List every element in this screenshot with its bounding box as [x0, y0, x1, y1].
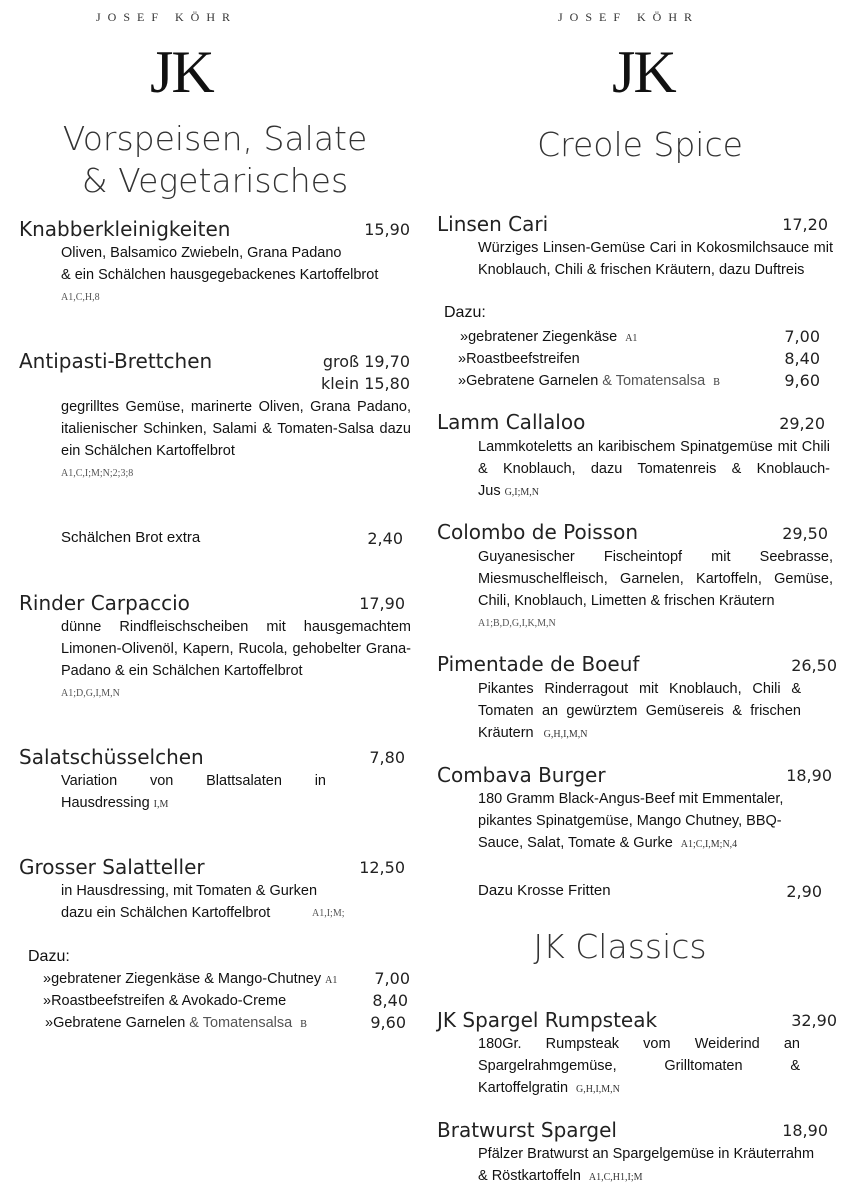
dish-title: Bratwurst Spargel	[437, 1118, 617, 1142]
allergen-codes: A1	[325, 975, 338, 986]
dish-title: Rinder Carpaccio	[19, 591, 190, 615]
section-title-line-2: & Vegetarisches	[81, 161, 349, 200]
topping-item	[458, 370, 720, 394]
dish-description: dünne Rindfleischscheiben mit hausgemachtem Limonen-Olivenöl, Kapern, Rucola, gehobelter Grana-Padano & ein Schälchen Kartoffelbrot	[61, 619, 411, 679]
dazu-label: Dazu:	[28, 948, 70, 965]
dish-description	[61, 242, 411, 286]
dish-price: 17,90	[359, 594, 405, 613]
topping-item	[43, 968, 337, 992]
dish-description-line: Variation von Blattsalaten in	[61, 773, 326, 789]
dish-description-line	[61, 902, 270, 924]
topping-item	[45, 1012, 307, 1036]
dazu-label: Dazu:	[444, 304, 486, 321]
section-title-vorspeisen	[40, 118, 390, 202]
topping-item	[43, 990, 286, 1012]
allergen-codes: G,I;M,N	[504, 487, 540, 498]
topping-price: 8,40	[784, 349, 820, 368]
allergen-codes: G,H,I,M,N	[543, 729, 588, 740]
topping-price: 7,00	[374, 969, 410, 988]
topping-text: »gebratener Ziegenkäse & Mango-Chutney	[43, 971, 322, 987]
allergen-codes: A1,C,H,8	[61, 292, 100, 303]
topping-text: »Gebratene Garnelen	[458, 373, 599, 389]
dish-description-text: Lammkoteletts an karibischem Spinatgemüse mit Chili & Knoblauch, dazu Tomatenreis & Knoblauch-Jus	[478, 439, 830, 499]
dish-title: Antipasti-Brettchen	[19, 349, 213, 373]
topping-price: 8,40	[372, 991, 408, 1010]
jk-logo: JK	[612, 39, 675, 105]
topping-text: & Tomatensalsa	[602, 373, 706, 389]
dish-description: Guyanesischer Fischeintopf mit Seebrasse, Miesmuschelfleisch, Garnelen, Kartoffeln, Gemüse, Chili, Knoblauch, Limetten & frischen Kräutern	[478, 549, 833, 609]
dish-price: 29,20	[779, 414, 825, 433]
section-title-line-1: Vorspeisen, Salate	[62, 119, 368, 158]
extra-price: 2,40	[367, 529, 403, 548]
dish-price: 18,90	[786, 766, 832, 785]
dish-description: gegrilltes Gemüse, marinerte Oliven, Grana Padano, italienischer Schinken, Salami & Tomaten-Salsa dazu ein Schälchen Kartoffelbrot	[61, 399, 411, 459]
topping-item	[458, 348, 580, 370]
dish-price: 7,80	[369, 748, 405, 767]
dish-title: Pimentade de Boeuf	[437, 652, 640, 676]
allergen-codes: B	[300, 1019, 307, 1030]
section-title-jk-classics: JK Classics	[533, 927, 707, 966]
dish-description-text: Pikantes Rinderragout mit Knoblauch, Chili & Tomaten an gewürztem Gemüsereis & frischen Kräutern	[478, 681, 801, 741]
allergen-codes: A1,C,I;M;N;2;3;8	[61, 468, 134, 479]
dish-description-line: in Hausdressing, mit Tomaten & Gurken	[61, 883, 318, 899]
dish-description-text: 180Gr. Rumpsteak vom Weiderind an Spargelrahmgemüse, Grilltomaten & Kartoffelgratin	[478, 1036, 800, 1096]
topping-price: 9,60	[370, 1013, 406, 1032]
dish-title: Salatschüsselchen	[19, 745, 204, 769]
topping-item	[460, 326, 637, 350]
allergen-codes: G,H,I,M,N	[576, 1084, 620, 1095]
brand-name: JOSEF KÖHR	[558, 10, 700, 24]
dish-title: Combava Burger	[437, 763, 606, 787]
dish-price: 17,20	[782, 215, 828, 234]
topping-text: & Tomatensalsa	[189, 1015, 293, 1031]
allergen-codes: A1;D,G,I,M,N	[61, 688, 120, 699]
dish-description-line	[478, 1165, 833, 1189]
allergen-codes: A1;B,D,G,I,K,M,N	[478, 618, 556, 629]
dish-description-text: dazu ein Schälchen Kartoffelbrot	[61, 905, 271, 921]
topping-price: 7,00	[784, 327, 820, 346]
topping-text: »gebratener Ziegenkäse	[460, 329, 618, 345]
dish-price: 15,90	[364, 220, 410, 239]
extra-label: Dazu Krosse Fritten	[478, 882, 611, 899]
allergen-codes: B	[713, 377, 720, 388]
dish-price: 29,50	[782, 524, 828, 543]
section-title-creole-spice: Creole Spice	[537, 125, 743, 164]
dish-title: JK Spargel Rumpsteak	[437, 1008, 658, 1032]
dish-description-line	[61, 792, 168, 816]
dish-price: 18,90	[782, 1121, 828, 1140]
dish-description	[478, 1033, 800, 1101]
allergen-codes: I,M	[153, 799, 169, 810]
allergen-codes: A1;C,I,M;N,4	[680, 839, 738, 850]
topping-text: »Roastbeefstreifen	[458, 351, 580, 367]
topping-text: »Gebratene Garnelen	[45, 1015, 186, 1031]
dish-description-line: Pfälzer Bratwurst an Spargelgemüse in Kräuterrahm	[478, 1146, 815, 1162]
dish-title: Linsen Cari	[437, 212, 549, 236]
dish-price: 12,50	[359, 858, 405, 877]
dish-description	[478, 1143, 833, 1189]
dish-description	[478, 678, 801, 746]
extra-label: Schälchen Brot extra	[61, 529, 201, 546]
allergen-codes: A1,I;M;	[312, 908, 345, 919]
jk-logo: JK	[150, 39, 213, 105]
dish-description-line: & ein Schälchen hausgegebackenes Kartoffelbrot	[61, 267, 379, 283]
dish-description	[478, 436, 830, 504]
dish-description-text: Hausdressing	[61, 795, 150, 811]
dish-price: 26,50	[791, 656, 837, 675]
dish-price-small: klein 15,80	[320, 374, 410, 393]
dish-description: Würziges Linsen-Gemüse Cari in Kokosmilchsauce mit Knoblauch, Chili & frischen Kräutern, dazu Duftreis	[478, 240, 833, 278]
dish-description-line: Oliven, Balsamico Zwiebeln, Grana Padano	[61, 245, 342, 261]
dish-price-large: groß 19,70	[322, 352, 410, 371]
dish-price: 32,90	[791, 1011, 837, 1030]
brand-name: JOSEF KÖHR	[96, 10, 238, 24]
topping-text: »Roastbeefstreifen & Avokado-Creme	[43, 993, 287, 1009]
allergen-codes: A1,C,H1,I;M	[588, 1172, 643, 1183]
dish-description	[478, 788, 808, 856]
dish-title: Colombo de Poisson	[437, 520, 639, 544]
dish-title: Lamm Callaloo	[437, 410, 586, 434]
dish-description-text: 180 Gramm Black-Angus-Beef mit Emmentaler, pikantes Spinatgemüse, Mango Chutney, BBQ-Sauce, Salat, Tomate & Gurke	[478, 791, 784, 851]
allergen-codes: A1	[625, 333, 638, 344]
dish-title: Grosser Salatteller	[19, 855, 205, 879]
dish-description-text: & Röstkartoffeln	[478, 1168, 581, 1184]
topping-price: 9,60	[784, 371, 820, 390]
dish-title: Knabberkleinigkeiten	[19, 217, 231, 241]
extra-price: 2,90	[786, 882, 822, 901]
